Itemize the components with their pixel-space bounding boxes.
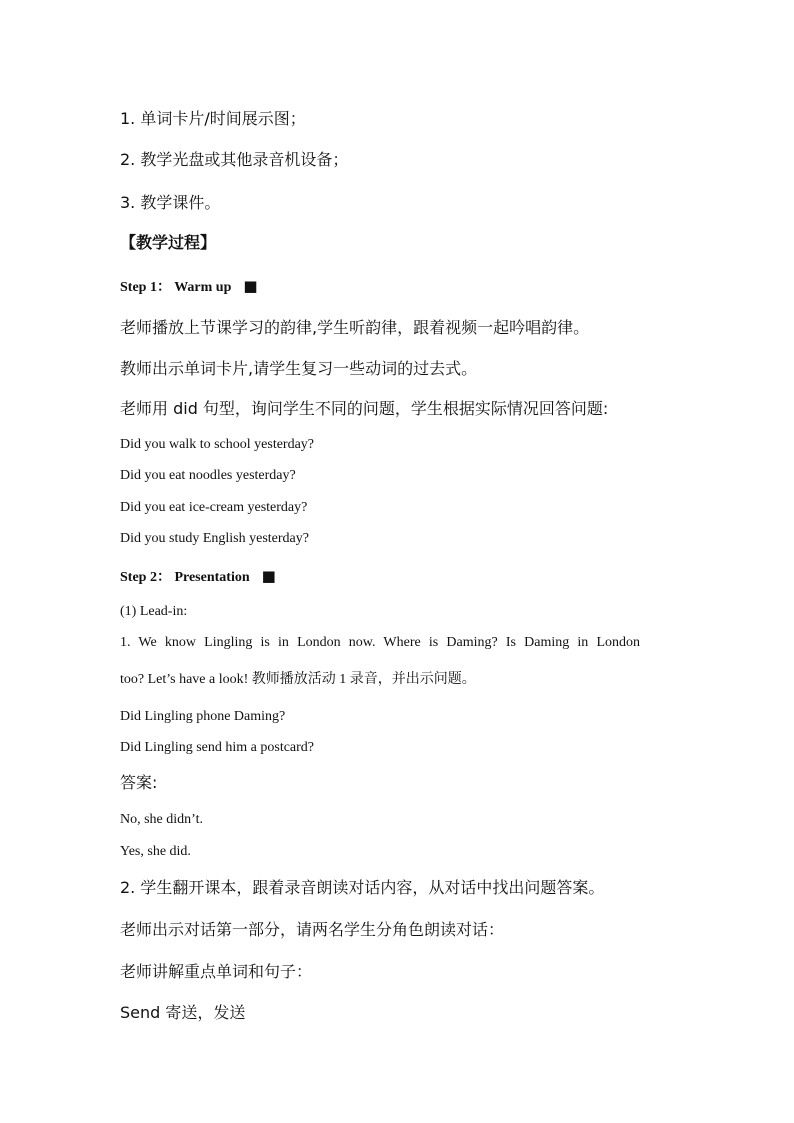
step-1-mark: ■ (243, 277, 258, 295)
step-1-question-3: Did you eat ice-cream yesterday? (120, 500, 308, 515)
step-1-heading (120, 279, 258, 295)
material-item-3: 3. 教学课件。 (120, 193, 221, 212)
followup-line-1: 2. 学生翻开课本，跟着录音朗读对话内容，从对话中找出问题答案。 (120, 878, 605, 897)
step-2-heading (120, 569, 276, 585)
step-2-question-2: Did Lingling send him a postcard? (120, 740, 315, 755)
step-2-label: Step 2： Presentation (120, 570, 250, 585)
step-1-line-1: 老师播放上节课学习的韵律,学生听韵律，跟着视频一起吟唱韵律。 (120, 318, 590, 337)
lead-in-label: (1) Lead-in: (120, 604, 188, 619)
step-1-question-4: Did you study English yesterday? (120, 531, 309, 546)
paragraph-line-1: 1. We know Lingling is in London now. Where is Daming? Is Daming in London (120, 635, 640, 650)
followup-line-2: 老师出示对话第一部分，请两名学生分角色朗读对话： (120, 920, 505, 939)
step-1-question-2: Did you eat noodles yesterday? (120, 468, 296, 483)
step-2-mark: ■ (261, 567, 276, 585)
answer-1: No, she didn’t. (120, 812, 203, 827)
section-title: 【教学过程】 (120, 233, 217, 252)
step-1-question-1: Did you walk to school yesterday? (120, 437, 315, 452)
step-2-question-1: Did Lingling phone Daming? (120, 709, 286, 724)
answer-2: Yes, she did. (120, 844, 191, 859)
followup-line-3: 老师讲解重点单词和句子： (120, 962, 313, 981)
step-1-line-2: 教师出示单词卡片,请学生复习一些动词的过去式。 (120, 359, 478, 378)
step-1-line-3: 老师用 did 句型，询问学生不同的问题，学生根据实际情况回答问题: (120, 399, 609, 418)
paragraph-line-2: too? Let’s have a look! 教师播放活动 1 录音，并出示问题。 (120, 672, 476, 687)
material-item-1: 1. 单词卡片/时间展示图； (120, 109, 306, 128)
followup-line-4: Send 寄送，发送 (120, 1003, 246, 1022)
answer-label: 答案: (120, 773, 158, 792)
material-item-2: 2. 教学光盘或其他录音机设备； (120, 150, 349, 169)
step-1-label: Step 1： Warm up (120, 280, 232, 295)
